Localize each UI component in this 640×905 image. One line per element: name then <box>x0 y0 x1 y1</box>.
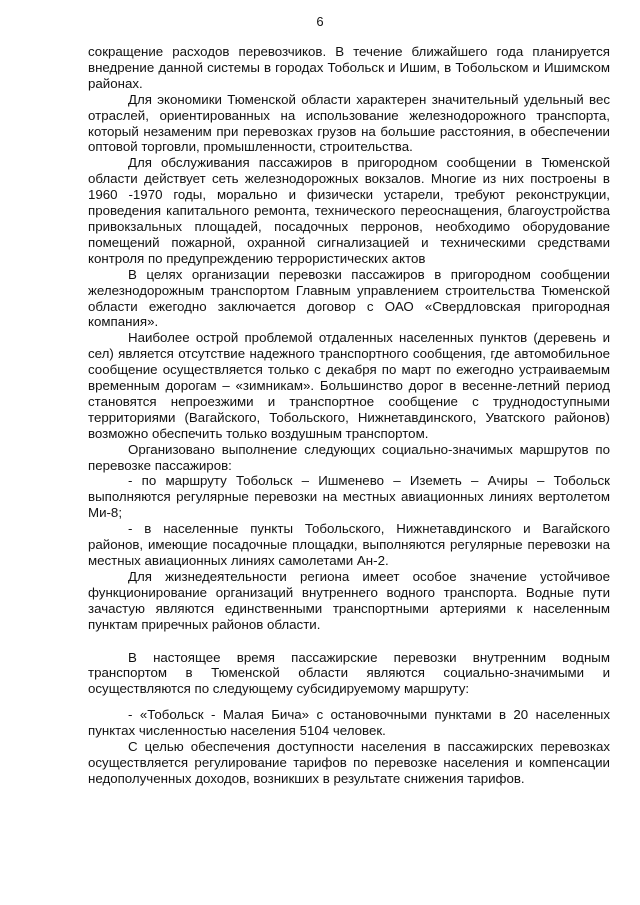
page-number: 6 <box>316 14 324 29</box>
paragraph-water-transport: Для жизнедеятельности региона имеет особое значение устойчивое функционирование организаций внутреннего водного транспорта. Водные пути зачастую являются единственными транспортными артериями к населенным пунктам приречных районов области. <box>88 568 610 632</box>
paragraph-system-introduction: сокращение расходов перевозчиков. В течение ближайшего года планируется внедрение данной системы в городах Тобольск и Ишим, в Тобольском и Ишимском районах. <box>88 44 610 91</box>
document-body <box>88 44 610 787</box>
paragraph-suburban-contract: В целях организации перевозки пассажиров в пригородном сообщении железнодорожным транспортом Главным управлением строительства Тюменской области ежегодно заключается договор с ОАО «Свердловская пригородная компания». <box>88 266 610 330</box>
paragraph-railway-stations: Для обслуживания пассажиров в пригородном сообщении в Тюменской области действует сеть железнодорожных вокзалов. Многие из них построены в 1960 -1970 годы, морально и физически устарели, требуют реконструкции, проведения капитального ремонта, технического переоснащения, благоустройства привокзальных площадей, посадочных перронов, необходимо оборудование помещений пожарной, охранной сигнализацией и техническими средствами контроля по предупреждению террористических актов <box>88 155 610 266</box>
paragraph-social-routes-intro: Организовано выполнение следующих социально-значимых маршрутов по перевозке пассажиров: <box>88 441 610 473</box>
list-item-airplane-route: - в населенные пункты Тобольского, Нижнетавдинского и Вагайского районов, имеющие посадочные площадки, выполняются регулярные перевозки на местных авиационных линиях самолетами Ан-2. <box>88 521 610 568</box>
paragraph-railway-economy: Для экономики Тюменской области характерен значительный удельный вес отраслей, ориентированных на использование железнодорожного транспорта, который незаменим при перевозках грузов на большие расстояния, в обеспечении оптовой торговли, промышленности, строительства. <box>88 91 610 155</box>
list-item-helicopter-route: - по маршруту Тобольск – Ишменево – Иземеть – Ачиры – Тобольск выполняются регулярные перевозки на местных авиационных линиях вертолетом Ми-8; <box>88 473 610 521</box>
paragraph-remote-settlements: Наиболее острой проблемой отдаленных населенных пунктов (деревень и сел) является отсутствие надежного транспортного сообщения, где автомобильное сообщение осуществляется только с декабря по март по ежегодно устраиваемым временным дорогам – «зимникам». Большинство дорог в весенне-летний период становятся непроезжими и транспортное сообщение с труднодоступными территориями (Вагайского, Тобольского, Нижнетавдинского, Уватского районов) возможно обеспечить только воздушным транспортом. <box>88 330 610 441</box>
paragraph-water-passenger-transport: В настоящее время пассажирские перевозки внутренним водным транспортом в Тюменской области являются социально-значимыми и осуществляются по следующему субсидируемому маршруту: <box>88 649 610 697</box>
list-item-water-route: - «Тобольск - Малая Бича» с остановочными пунктами в 20 населенных пунктах численностью населения 5104 человек. <box>88 707 610 739</box>
paragraph-tariff-regulation: С целью обеспечения доступности населения в пассажирских перевозках осуществляется регулирование тарифов по перевозке населения и компенсации недополученных доходов, возникших в результате снижения тарифов. <box>88 739 610 786</box>
